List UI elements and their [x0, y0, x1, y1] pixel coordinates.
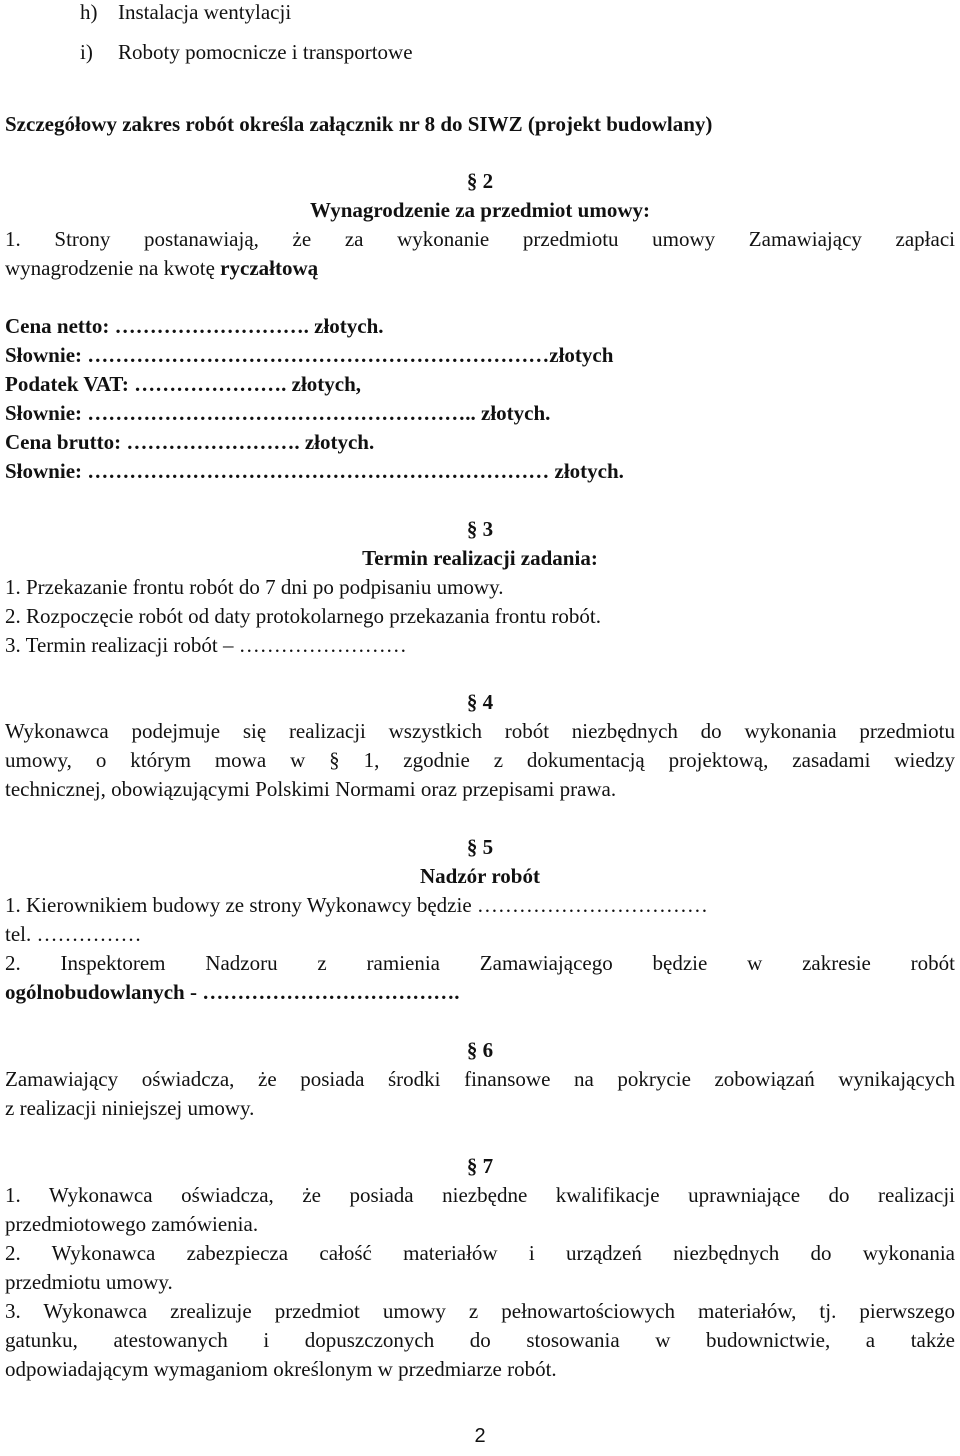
- section-6-line: z realizacji niniejszej umowy.: [5, 1096, 255, 1120]
- list-item-h: [80, 0, 955, 26]
- site-manager-line: 1. Kierownikiem budowy ze strony Wykonawcy będzie ……………………………: [5, 893, 708, 917]
- section-7-line: 3. Wykonawca zrealizuje przedmiot umowy z pełnowartościowych materiałów, tj. pierwszego: [5, 1299, 955, 1323]
- section-4-line: Wykonawca podejmuje się realizacji wszystkich robót niezbędnych do wykonania przedmiotu: [5, 719, 955, 743]
- section-3-item: 2. Rozpoczęcie robót od daty protokolarnego przekazania frontu robót.: [5, 604, 601, 628]
- section-7-line: gatunku, atestowanych i dopuszczonych do stosowania w budownictwie, a także: [5, 1328, 955, 1352]
- section-3-number: § 3: [466, 517, 494, 541]
- section-2-paragraph-line: [5, 254, 955, 282]
- list-item-i: [80, 38, 955, 66]
- net-price-words-field: Słownie: …………………………………………………………złotych: [5, 343, 614, 367]
- inspector-line: 2. Inspektorem Nadzoru z ramienia Zamawiającego będzie w zakresie robót: [5, 951, 955, 975]
- section-3-item: 1. Przekazanie frontu robót do 7 dni po podpisaniu umowy.: [5, 575, 504, 599]
- scope-line: Szczegółowy zakres robót określa załącznik nr 8 do SIWZ (projekt budowlany): [5, 112, 713, 136]
- section-5-title: Nadzór robót: [420, 864, 540, 888]
- section-4-line: technicznej, obowiązującymi Polskimi Normami oraz przepisami prawa.: [5, 777, 617, 801]
- phone-line: tel. ……………: [5, 922, 142, 946]
- list-marker: h): [80, 0, 98, 24]
- section-3-item: 3. Termin realizacji robót – ……………………: [5, 633, 407, 657]
- list-marker: i): [80, 40, 93, 64]
- section-7-line: odpowiadającym wymaganiom określonym w przedmiarze robót.: [5, 1357, 557, 1381]
- section-3-title: Termin realizacji zadania:: [362, 546, 598, 570]
- list-text: Instalacja wentylacji: [118, 0, 292, 24]
- section-6-line: Zamawiający oświadcza, że posiada środki finansowe na pokrycie zobowiązań wynikających: [5, 1067, 955, 1091]
- vat-field: Podatek VAT: …………………. złotych,: [5, 372, 362, 396]
- section-7-line: 1. Wykonawca oświadcza, że posiada niezbędne kwalifikacje uprawniające do realizacji: [5, 1183, 955, 1207]
- net-price-field: Cena netto: ………………………. złotych.: [5, 314, 384, 338]
- list-text: Roboty pomocnicze i transportowe: [118, 40, 413, 64]
- vat-words-field: Słownie: ……………………………………………….. złotych.: [5, 401, 551, 425]
- section-6-number: § 6: [466, 1038, 494, 1062]
- lump-sum-term: ryczałtową: [220, 256, 319, 280]
- gross-price-words-field: Słownie: ………………………………………………………… złotych.: [5, 459, 624, 483]
- inspector-line-cont: ogólnobudowlanych - ……………………………….: [5, 980, 460, 1004]
- page-number: 2: [474, 1425, 486, 1447]
- gross-price-field: Cena brutto: ……………………. złotych.: [5, 430, 375, 454]
- section-2-number: § 2: [466, 169, 494, 193]
- section-2-title: Wynagrodzenie za przedmiot umowy:: [309, 198, 651, 222]
- section-7-line: przedmiotowego zamówienia.: [5, 1212, 259, 1236]
- section-7-line: 2. Wykonawca zabezpiecza całość materiałów i urządzeń niezbędnych do wykonania: [5, 1241, 955, 1265]
- section-5-number: § 5: [466, 835, 494, 859]
- section-4-line: umowy, o którym mowa w § 1, zgodnie z dokumentacją projektową, zasadami wiedzy: [5, 748, 955, 772]
- section-7-line: przedmiotu umowy.: [5, 1270, 173, 1294]
- section-4-number: § 4: [466, 690, 494, 714]
- amount-intro: wynagrodzenie na kwotę: [5, 256, 221, 280]
- section-2-paragraph-line: 1. Strony postanawiają, że za wykonanie przedmiotu umowy Zamawiający zapłaci: [5, 227, 955, 251]
- section-7-number: § 7: [466, 1154, 494, 1178]
